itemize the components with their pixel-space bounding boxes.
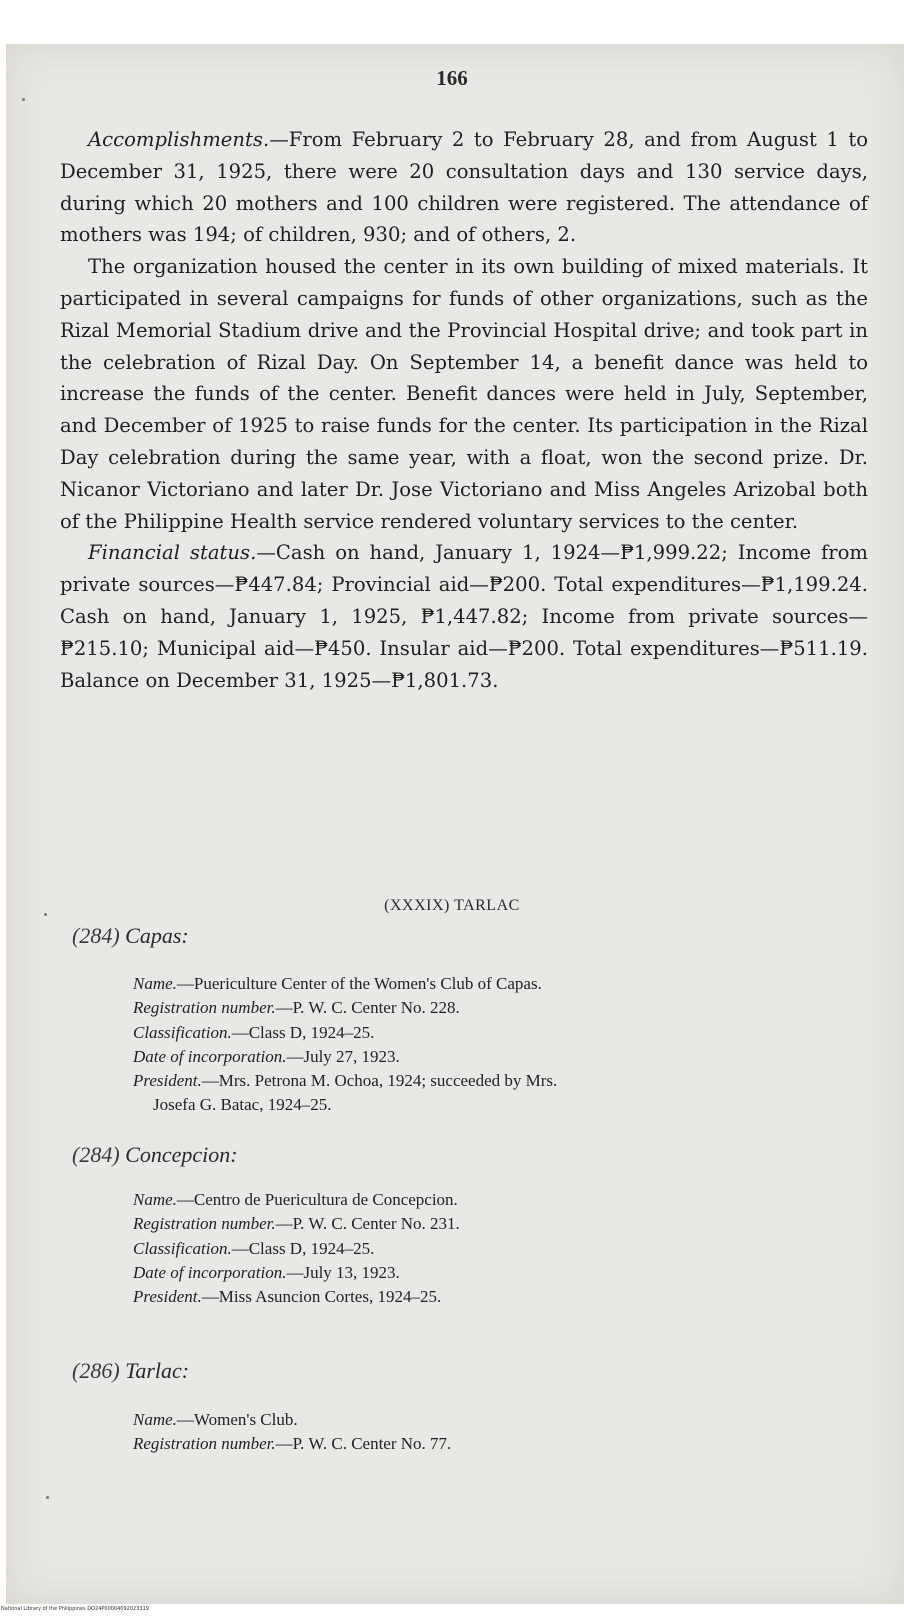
field-value: —P. W. C. Center No. 228. [275, 998, 460, 1018]
entry-number: (284) [72, 923, 120, 948]
field-label: Name. [133, 974, 177, 993]
page-number: 166 [436, 66, 468, 90]
entry-field [133, 1237, 863, 1261]
field-label: Classification. [133, 1238, 232, 1258]
entry-field [133, 1021, 863, 1045]
entry-field [133, 1212, 863, 1236]
field-value: —Class D, 1924–25. [231, 1022, 375, 1042]
entry-number: (286) [72, 1358, 120, 1383]
entry-field [133, 972, 863, 996]
body-text [60, 124, 868, 696]
entry-field [133, 1408, 863, 1432]
entry-field [133, 1045, 863, 1069]
scan-speck [46, 1496, 49, 1499]
entry-place: Concepcion: [125, 1142, 238, 1167]
paragraph-organization [60, 251, 868, 537]
field-value: —July 13, 1923. [286, 1262, 400, 1282]
field-value: —July 27, 1923. [286, 1046, 400, 1066]
entry-heading-concepcion [72, 1142, 238, 1168]
field-value: —Puericulture Center of the Women's Club of Capas. [176, 974, 542, 993]
field-value: —Miss Asuncion Cortes, 1924–25. [201, 1287, 442, 1307]
field-value: —P. W. C. Center No. 77. [275, 1434, 452, 1454]
scan-speck [22, 98, 25, 101]
entry-heading-capas [72, 923, 189, 949]
field-label: Registration number. [133, 1434, 276, 1454]
field-continuation: Josefa G. Batac, 1924–25. [153, 1095, 332, 1115]
field-value: —Mrs. Petrona M. Ochoa, 1924; succeeded by Mrs. [201, 1071, 558, 1091]
field-value: —Women's Club. [176, 1410, 298, 1429]
paragraph-accomplishments [60, 124, 868, 251]
field-label: Name. [133, 1190, 177, 1209]
entry-field [133, 1069, 863, 1093]
section-heading: (XXXIX) TARLAC [384, 897, 520, 914]
field-value: —P. W. C. Center No. 231. [275, 1214, 460, 1234]
field-value: —Centro de Puericultura de Concepcion. [176, 1190, 458, 1209]
field-label: President. [133, 1287, 202, 1307]
field-label: President. [133, 1071, 202, 1091]
field-label: Date of incorporation. [133, 1262, 287, 1282]
entry-heading-tarlac [72, 1358, 189, 1384]
field-label: Registration number. [133, 998, 276, 1018]
entry-field [133, 1261, 863, 1285]
entry-details-capas [133, 972, 863, 1118]
paragraph-text: —Cash on hand, January 1, 1924—₱1,999.22; Income from private sources—₱447.84; Provincial aid—₱200. Total expenditures—₱1,199.24. Cash on hand, January 1, 1925, ₱1,447.82; Income from private sources—₱215.10; Municipal aid—₱450. Insular aid—₱200. Total expenditures—₱511.19. Balance on December 31, 1925—₱1,801.73. [60, 541, 868, 692]
entry-field [133, 1188, 863, 1212]
field-label: Registration number. [133, 1214, 276, 1234]
field-label: Name. [133, 1410, 177, 1429]
field-label: Classification. [133, 1022, 232, 1042]
paragraph-lead: Financial status. [88, 541, 257, 565]
paragraph-lead: Accomplishments. [88, 128, 270, 151]
paragraph-text: The organization housed the center in its own building of mixed materials. It participated in several campaigns for funds of other organizations, such as the Rizal Memorial Stadium drive and the Provincial Hospital drive; and took part in the celebration of Rizal Day. On September 14, a benefit dance was held to increase the funds of the center. Benefit dances were held in July, September, and December of 1925 to raise funds for the center. Its participation in the Rizal Day celebration during the same year, with a float, won the second prize. Dr. Nicanor Victoriano and later Dr. Jose Victoriano and Miss Angeles Arizobal both of the Philippine Health service rendered voluntary services to the center. [60, 255, 868, 533]
entry-field [133, 1285, 863, 1309]
field-value: —Class D, 1924–25. [231, 1238, 375, 1258]
entry-field [133, 996, 863, 1020]
paragraph-text: —From February 2 to February 28, and from August 1 to December 31, 1925, there were 20 consultation days and 130 service days, during which 20 mothers and 100 children were registered. The attendance of mothers was 194; of children, 930; and of others, 2. [60, 128, 868, 247]
entry-field [133, 1432, 863, 1456]
entry-place: Tarlac: [125, 1358, 190, 1383]
entry-details-concepcion [133, 1188, 863, 1309]
entry-details-tarlac [133, 1408, 863, 1457]
entry-place: Capas: [125, 923, 189, 948]
entry-number: (284) [72, 1142, 120, 1167]
paragraph-financial-status [60, 537, 868, 696]
footer-credit: National Library of the Philippines DO24P00004092023319 [1, 1606, 149, 1612]
field-label: Date of incorporation. [133, 1046, 287, 1066]
